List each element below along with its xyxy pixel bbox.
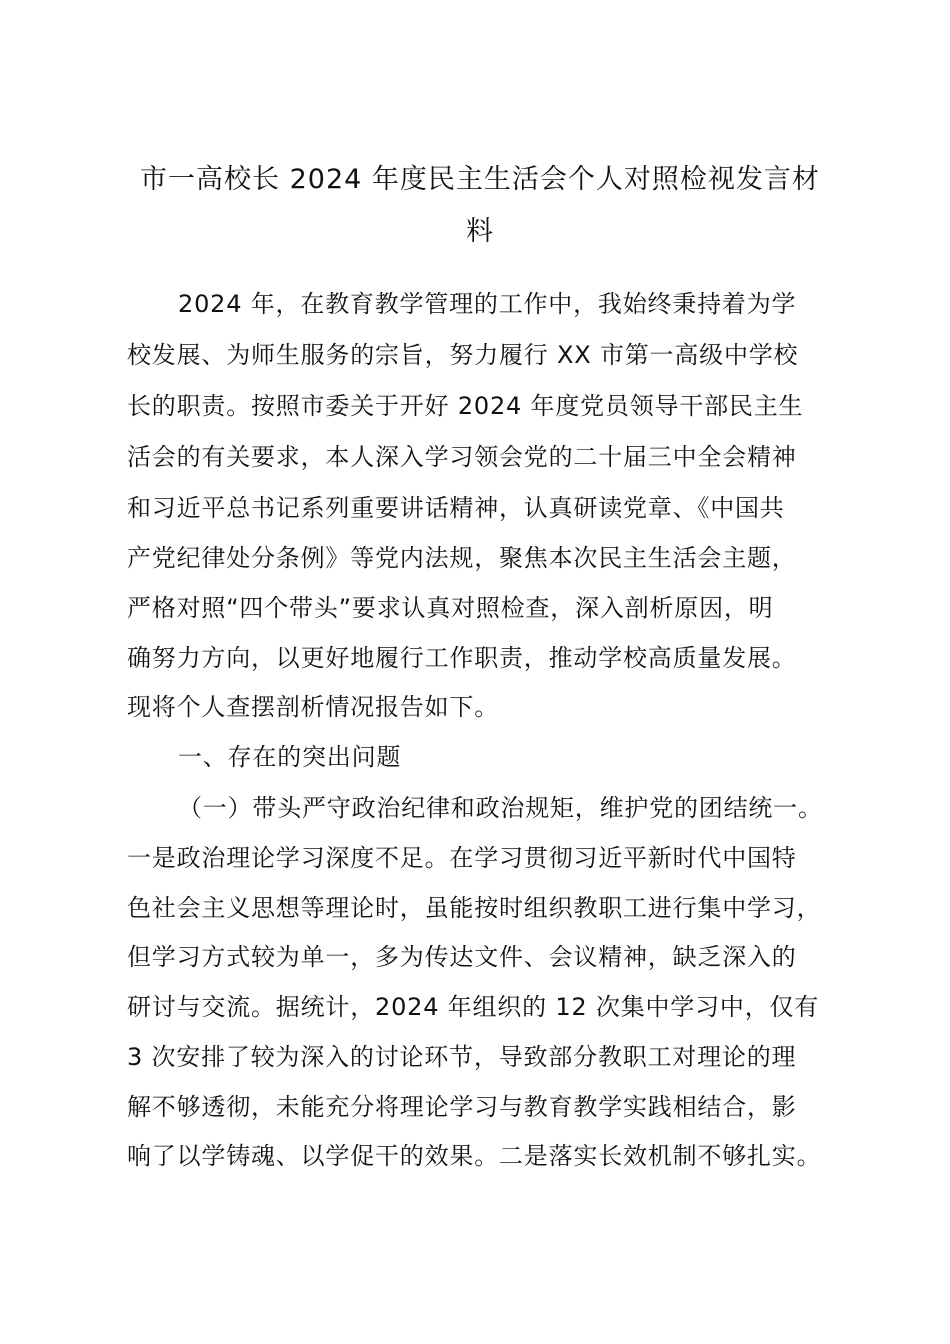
- paragraph-line: 2024 年，在教育教学管理的工作中，我始终秉持着为学: [178, 290, 797, 318]
- paragraph-line: 但学习方式较为单一，多为传达文件、会议精神，缺乏深入的: [127, 943, 797, 971]
- subsection-heading: （一）带头严守政治纪律和政治规矩，维护党的团结统一。: [178, 794, 823, 822]
- paragraph-line: 严格对照“四个带头”要求认真对照检查，深入剖析原因，明: [127, 594, 774, 622]
- paragraph-line: 一是政治理论学习深度不足。在学习贯彻习近平新时代中国特: [127, 844, 797, 872]
- paragraph-line: 解不够透彻，未能充分将理论学习与教育教学实践相结合，影: [127, 1093, 797, 1121]
- paragraph-line: 和习近平总书记系列重要讲话精神，认真研读党章、《中国共: [127, 494, 785, 522]
- document-title-line-1: 市一高校长 2024 年度民主生活会个人对照检视发言材: [140, 164, 820, 195]
- paragraph-line: 产党纪律处分条例》等党内法规，聚焦本次民主生活会主题，: [127, 544, 797, 572]
- paragraph-line: 响了以学铸魂、以学促干的效果。二是落实长效机制不够扎实。: [127, 1142, 822, 1170]
- paragraph-line: 校发展、为师生服务的宗旨，努力履行 XX 市第一高级中学校: [127, 341, 799, 369]
- paragraph-line: 长的职责。按照市委关于开好 2024 年度党员领导干部民主生: [127, 392, 804, 420]
- paragraph-line: 活会的有关要求，本人深入学习领会党的二十届三中全会精神: [127, 443, 797, 471]
- paragraph-line: 3 次安排了较为深入的讨论环节，导致部分教职工对理论的理: [127, 1043, 797, 1071]
- paragraph-line: 研讨与交流。据统计，2024 年组织的 12 次集中学习中，仅有: [127, 993, 820, 1021]
- document-title-line-2: 料: [466, 216, 494, 247]
- paragraph-line: 确努力方向，以更好地履行工作职责，推动学校高质量发展。: [127, 644, 797, 672]
- paragraph-line: 色社会主义思想等理论时，虽能按时组织教职工进行集中学习，: [127, 894, 822, 922]
- paragraph-line: 现将个人查摆剖析情况报告如下。: [127, 693, 499, 721]
- section-heading: 一、存在的突出问题: [178, 743, 402, 771]
